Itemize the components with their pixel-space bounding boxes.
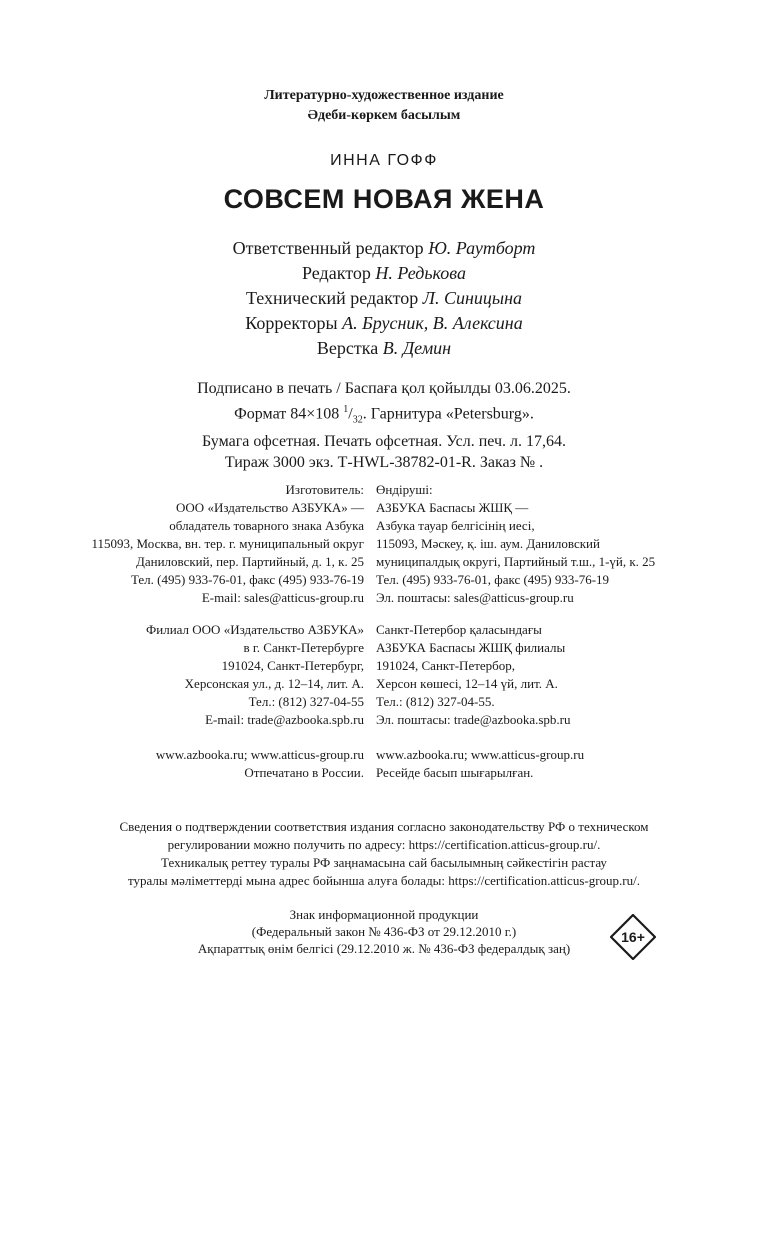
branch-ru: Филиал ООО «Издательство АЗБУКА» в г. Санкт-Петербурге 191024, Санкт-Петербург, Херсонская ул., д. 12–14, лит. А. Тел.: (812) 327-04-55 E-mail: trade@azbooka.spb.ru [145,622,364,727]
age-rating-label: 16+ [621,929,645,945]
certification-note: Сведения о подтверждении соответствия издания согласно законодательству РФ о техническом регулировании можно получить по адресу: https://certification.atticus-group.ru/. Техникалық реттеу туралы РФ заңнамасына сай басылымның сәйкестігін растау туралы мәліметтерді мына адрес бойынша алуға болады: https://certification.atticus-group.ru/. [119,819,649,888]
websites-line-kz: www.azbooka.ru; www.atticus-group.ru [376,747,585,762]
editor-line: Ответственный редактор Ю. Раутборт [232,238,536,258]
author-name: ИННА ГОФФ [330,152,438,169]
printed-in: Отпечатано в России. [244,765,364,780]
editor-line: Редактор Н. Редькова [302,263,466,283]
manufacturer-kz: Өндіруші: АЗБУКА Баспасы ЖШҚ — Азбука тауар белгісінің иесі, 115093, Мәскеу, қ. іш. аум. Даниловский муниципалдық округі, Партийный т.ш., 1-үй, к. 25 Тел. (495) 933-76-01, факс (495) 933-76-19 Эл. поштасы: sales@atticus-group.ru [376,482,656,605]
editor-line: Корректоры А. Брусник, В. Алексина [245,313,523,333]
print-run: Тираж 3000 экз. Т-HWL-38782-01-R. Заказ № . [224,453,544,471]
genre-kz: Әдеби-көркем басылым [307,108,461,123]
genre-block [0,86,768,126]
branch-kz: Санкт-Петербор қаласындағы АЗБУКА Баспасы ЖШҚ филиалы 191024, Санкт-Петербор, Херсон көшесі, 12–14 үй, лит. А. Тел.: (812) 327-04-55. Эл. поштасы: trade@azbooka.spb.ru [376,622,571,727]
genre-ru: Литературно-художественное издание [264,88,504,103]
editors-list [0,236,768,361]
info-sign-note: Знак информационной продукции (Федеральный закон № 436-ФЗ от 29.12.2010 г.) Ақпараттық өнім белгісі (29.12.2010 ж. № 436-ФЗ федералдық заң) [197,907,571,956]
manufacturer-email-kz: Эл. поштасы: sales@atticus-group.ru [376,590,574,605]
manufacturer-ru: Изготовитель: ООО «Издательство АЗБУКА» — обладатель товарного знака Азбука 115093, Москва, вн. тер. г. муниципальный округ Даниловский, пер. Партийный, д. 1, к. 25 Тел. (495) 933-76-01, факс (495) 933-76-19 E-mail: sales@atticus-group.ru [91,482,364,605]
print-paper: Бумага офсетная. Печать офсетная. Усл. печ. л. 17,64. [202,432,566,450]
print-format: Формат 84×108 $^1/_{32}$. Гарнитура «Petersburg». [234,404,534,426]
editor-line: Технический редактор Л. Синицына [245,288,523,308]
websites-line: www.azbooka.ru; www.atticus-group.ru [155,747,364,762]
branch-email-kz: Эл. поштасы: trade@azbooka.spb.ru [376,712,571,727]
editor-line: Верстка В. Демин [316,338,452,358]
websites-ru [156,746,364,782]
websites-kz [376,746,584,782]
book-title: СОВСЕМ НОВАЯ ЖЕНА [223,184,545,214]
manufacturer-email: E-mail: sales@atticus-group.ru [201,590,364,605]
print-info [0,378,768,473]
printed-in-kz: Ресейде басып шығарылған. [376,765,534,780]
print-signed: Подписано в печать / Баспаға қол қойылды 03.06.2025. [197,380,571,397]
branch-email: E-mail: trade@azbooka.spb.ru [205,712,364,727]
